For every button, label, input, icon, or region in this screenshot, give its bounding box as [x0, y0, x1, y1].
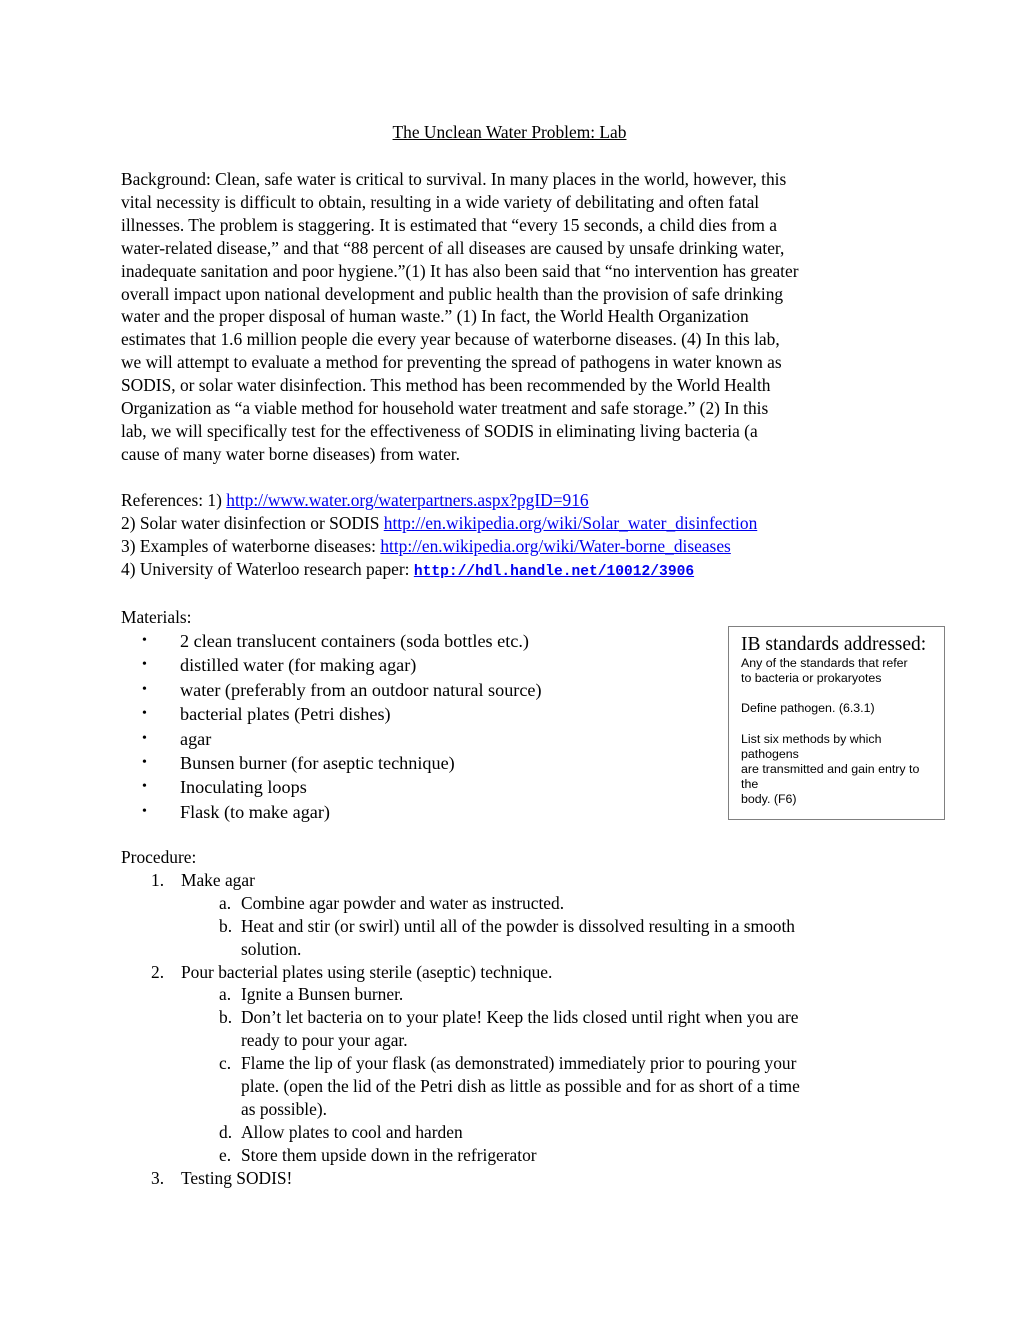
material-text: Inoculating loops — [180, 777, 307, 798]
bullet-icon: • — [142, 681, 147, 697]
material-text: agar — [180, 728, 212, 749]
procedure-substep — [121, 1121, 911, 1144]
substep-text: Store them upside down in the refrigerator — [241, 1144, 537, 1165]
substep-letter: c. — [219, 1053, 232, 1074]
material-text: water (preferably from an outdoor natural source) — [180, 679, 542, 700]
ib-standards-line: body. (F6) — [741, 792, 797, 807]
substep-letter: b. — [219, 1007, 233, 1028]
substep-letter: a. — [219, 892, 232, 913]
reference-item — [121, 558, 911, 581]
substep-text: Allow plates to cool and harden — [241, 1121, 463, 1142]
background-line: Background: Clean, safe water is critical to survival. In many places in the world, however, this — [121, 169, 787, 189]
procedure-substep — [121, 1052, 911, 1075]
background-line: lab, we will specifically test for the effectiveness of SODIS in eliminating living bacteria (a — [121, 420, 758, 441]
materials-heading: Materials: — [121, 607, 192, 627]
step-number: 1. — [151, 869, 165, 890]
reference-item — [121, 535, 911, 558]
substep-text: Flame the lip of your flask (as demonstrated) immediately prior to pouring your — [241, 1053, 797, 1074]
bullet-icon: • — [142, 633, 147, 648]
bullet-icon: • — [142, 779, 147, 795]
ib-standards-line: pathogens — [741, 746, 799, 761]
ib-standards-title: IB standards addressed: — [741, 634, 927, 655]
substep-text: Heat and stir (or swirl) until all of the powder is dissolved resulting in a smooth — [241, 915, 795, 936]
procedure-section — [121, 846, 911, 1190]
material-text: 2 clean translucent containers (soda bottles etc.) — [180, 631, 529, 651]
bullet-icon: • — [142, 706, 147, 722]
background-line: inadequate sanitation and poor hygiene.”(1) It has also been said that “no intervention has greater — [121, 260, 799, 281]
background-line: we will attempt to evaluate a method for preventing the spread of pathogens in water known as — [121, 352, 782, 373]
substep-continuation — [121, 1029, 911, 1052]
substep-text: as possible). — [241, 1098, 327, 1119]
procedure-step — [121, 1167, 911, 1190]
ib-standards-line: the — [741, 777, 759, 792]
step-text: Testing SODIS! — [181, 1167, 293, 1188]
substep-continuation — [121, 938, 911, 961]
material-text: bacterial plates (Petri dishes) — [180, 704, 391, 725]
material-text: Bunsen burner (for aseptic technique) — [180, 752, 455, 773]
spacer — [741, 717, 932, 732]
background-line: estimates that 1.6 million people die every year because of waterborne diseases. (4) In this lab, — [121, 329, 780, 350]
reference-label: 2) Solar water disinfection or SODIS — [121, 513, 384, 533]
background-line: illnesses. The problem is staggering. It is estimated that “every 15 seconds, a child dies from a — [121, 214, 778, 235]
reference-link[interactable]: http://en.wikipedia.org/wiki/Water-borne_diseases — [380, 536, 731, 556]
background-line: water and the proper disposal of human waste.” (1) In fact, the World Health Organization — [121, 306, 749, 327]
spacer — [741, 686, 932, 701]
bullet-icon: • — [142, 754, 147, 770]
background-line: vital necessity is difficult to obtain, resulting in a wide variety of debilitating and often fatal — [121, 191, 760, 212]
procedure-substep — [121, 983, 911, 1006]
procedure-substep — [121, 892, 911, 915]
ib-standards-line: are transmitted and gain entry to — [741, 762, 920, 777]
substep-continuation — [121, 1075, 911, 1098]
procedure-substep — [121, 915, 911, 938]
ib-standards-box — [728, 626, 945, 820]
document-title: The Unclean Water Problem: Lab — [392, 122, 627, 142]
reference-link[interactable]: http://www.water.org/waterpartners.aspx?pgID=916 — [226, 490, 589, 510]
reference-label: 4) University of Waterloo research paper: — [121, 559, 414, 579]
background-line: SODIS, or solar water disinfection. This method has been recommended by the World Health — [121, 375, 771, 396]
bullet-icon: • — [142, 657, 147, 673]
substep-text: Combine agar powder and water as instructed. — [241, 892, 565, 913]
procedure-step — [121, 869, 911, 892]
step-text: Make agar — [181, 869, 255, 890]
substep-text: ready to pour your agar. — [241, 1030, 408, 1051]
substep-text: solution. — [241, 938, 302, 959]
step-number: 3. — [151, 1167, 165, 1188]
substep-text: Don’t let bacteria on to your plate! Keep the lids closed until right when you are — [241, 1007, 799, 1028]
background-line: Organization as “a viable method for household water treatment and safe storage.” (2) In this — [121, 398, 769, 419]
substep-letter: a. — [219, 984, 232, 1005]
reference-link[interactable]: http://en.wikipedia.org/wiki/Solar_water_disinfection — [383, 513, 758, 533]
reference-link[interactable]: http://hdl.handle.net/10012/3906 — [413, 564, 695, 580]
ib-standards-line: Any of the standards that refer — [741, 656, 908, 670]
step-text: Pour bacterial plates using sterile (aseptic) technique. — [181, 961, 553, 982]
reference-label: References: 1) — [121, 490, 227, 510]
substep-letter: e. — [219, 1144, 232, 1165]
bullet-icon: • — [142, 803, 147, 819]
reference-label: 3) Examples of waterborne diseases: — [121, 536, 381, 556]
ib-standards-line: List six methods by which — [741, 731, 882, 746]
material-text: Flask (to make agar) — [180, 801, 330, 822]
material-text: distilled water (for making agar) — [180, 655, 417, 676]
reference-item — [121, 489, 911, 512]
substep-text: Ignite a Bunsen burner. — [241, 984, 404, 1005]
procedure-substep — [121, 1006, 911, 1029]
substep-letter: b. — [219, 915, 233, 936]
ib-standards-line: to bacteria or prokaryotes — [741, 671, 882, 686]
procedure-substep — [121, 1144, 911, 1167]
background-line: water-related disease,” and that “88 percent of all diseases are caused by unsafe drinking water, — [121, 237, 785, 258]
procedure-step — [121, 961, 911, 984]
references-section — [121, 489, 911, 581]
background-paragraph — [121, 168, 911, 466]
procedure-heading: Procedure: — [121, 847, 197, 867]
step-number: 2. — [151, 961, 165, 982]
substep-text: plate. (open the lid of the Petri dish as little as possible and for as short of a time — [241, 1076, 800, 1097]
bullet-icon: • — [142, 730, 147, 746]
background-line: cause of many water borne diseases) from water. — [121, 443, 460, 464]
background-line: overall impact upon national development and public health than the provision of safe drinking — [121, 283, 784, 304]
reference-item — [121, 512, 911, 535]
substep-continuation — [121, 1098, 911, 1121]
ib-standards-line: Define pathogen. (6.3.1) — [741, 701, 875, 716]
substep-letter: d. — [219, 1121, 233, 1142]
